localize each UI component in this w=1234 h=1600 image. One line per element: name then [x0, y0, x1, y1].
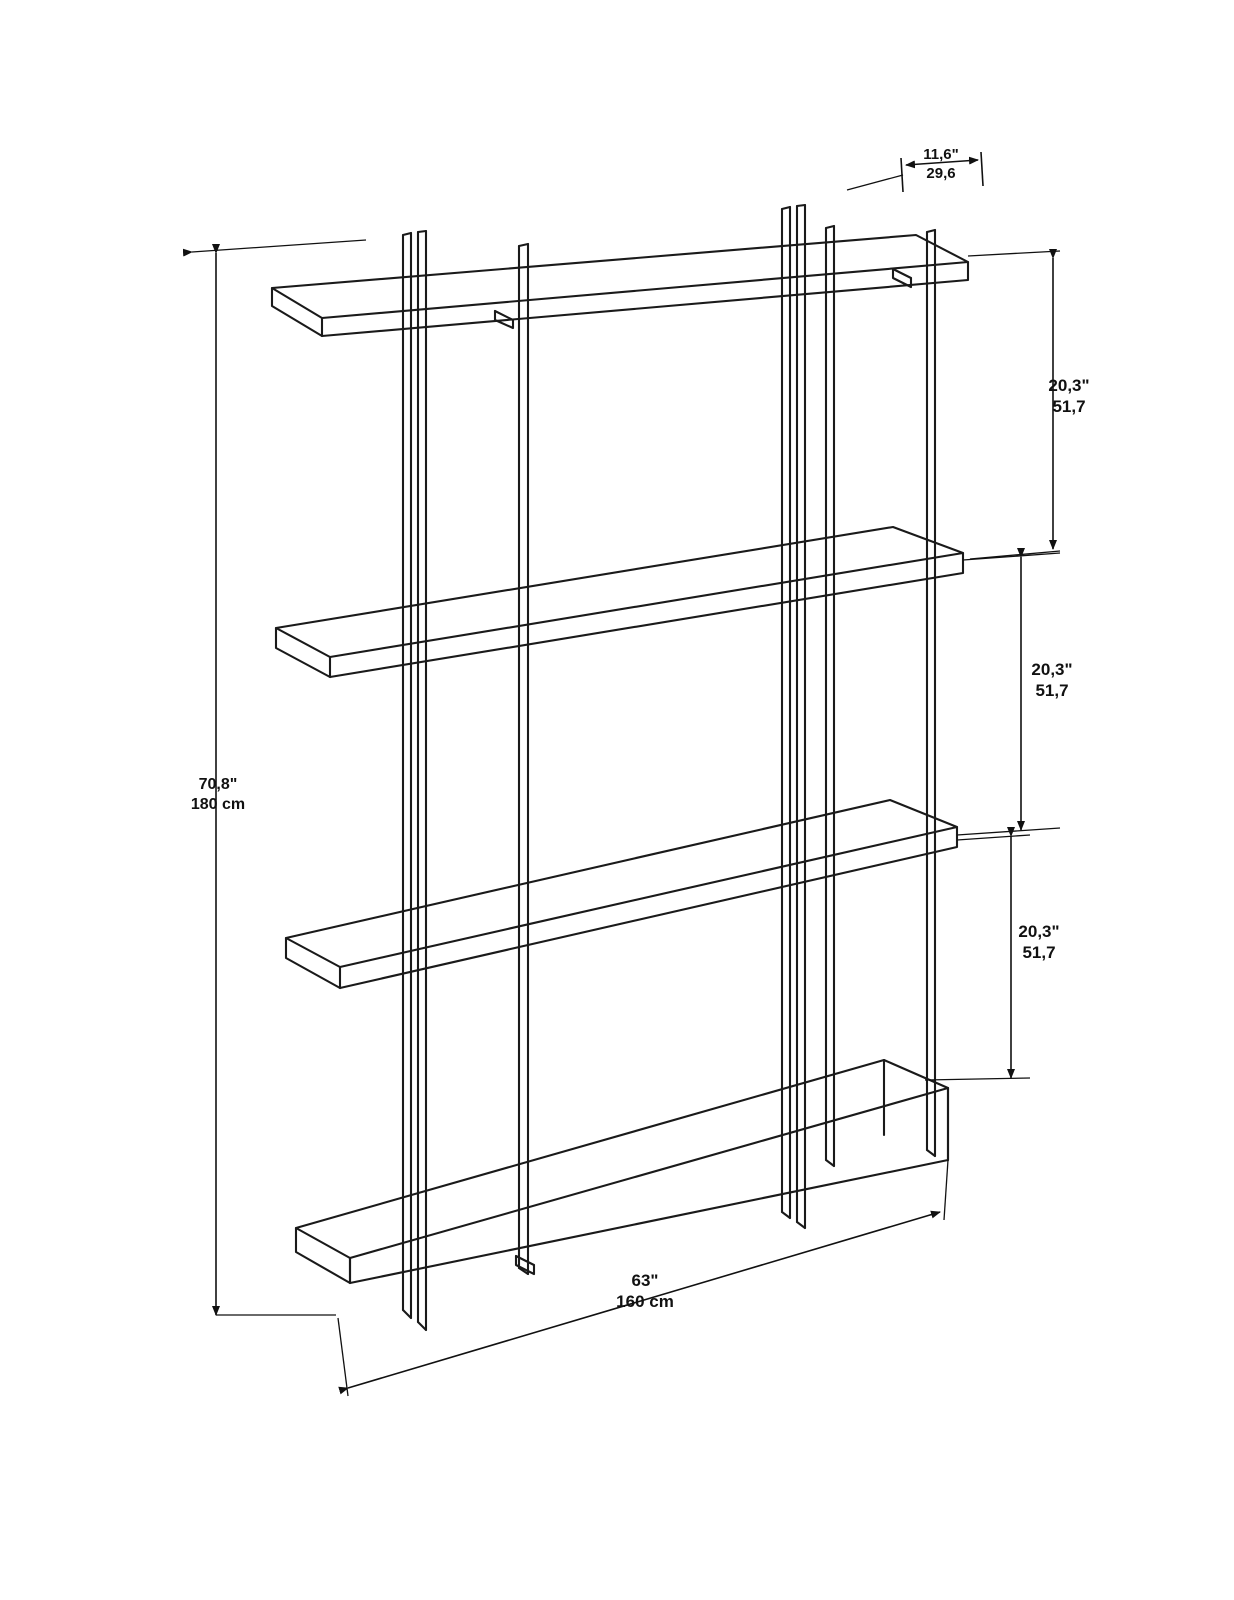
dimension-lines [192, 152, 1060, 1396]
tier-3-label [993, 921, 1085, 964]
height-label-cm: 180 cm [190, 796, 246, 813]
shelf-geometry [272, 205, 968, 1330]
upright-center-left [519, 244, 528, 1274]
tier-2-label [1006, 659, 1098, 702]
depth-label-inches: 11,6" [923, 146, 959, 163]
width-label [590, 1270, 700, 1313]
shelf-third [286, 800, 957, 988]
tier-1-label [1023, 375, 1115, 418]
shelf-second [276, 527, 963, 677]
depth-label-cm: 29,6 [926, 164, 956, 182]
upright-center-right [782, 205, 805, 1228]
upright-left [403, 231, 426, 1330]
tier-2-label-cm: 51,7 [1035, 681, 1069, 701]
width-label-inches: 63" [631, 1271, 659, 1290]
width-label-cm: 160 cm [616, 1292, 674, 1312]
shelf-top [272, 235, 968, 336]
depth-label [895, 146, 987, 184]
shelf-brackets [495, 269, 911, 1274]
tier-3-label-inches: 20,3" [1018, 922, 1060, 941]
height-label [168, 775, 268, 815]
tier-1-label-cm: 51,7 [1052, 397, 1086, 417]
tier-1-label-inches: 20,3" [1048, 376, 1090, 395]
shelf-bottom [296, 1060, 948, 1283]
tier-2-label-inches: 20,3" [1031, 660, 1073, 679]
upright-far-right [927, 230, 935, 1156]
height-label-inches: 70,8" [198, 776, 238, 793]
height-leader-line [192, 240, 366, 252]
tier-3-label-cm: 51,7 [1022, 943, 1056, 963]
upright-right [826, 226, 834, 1166]
